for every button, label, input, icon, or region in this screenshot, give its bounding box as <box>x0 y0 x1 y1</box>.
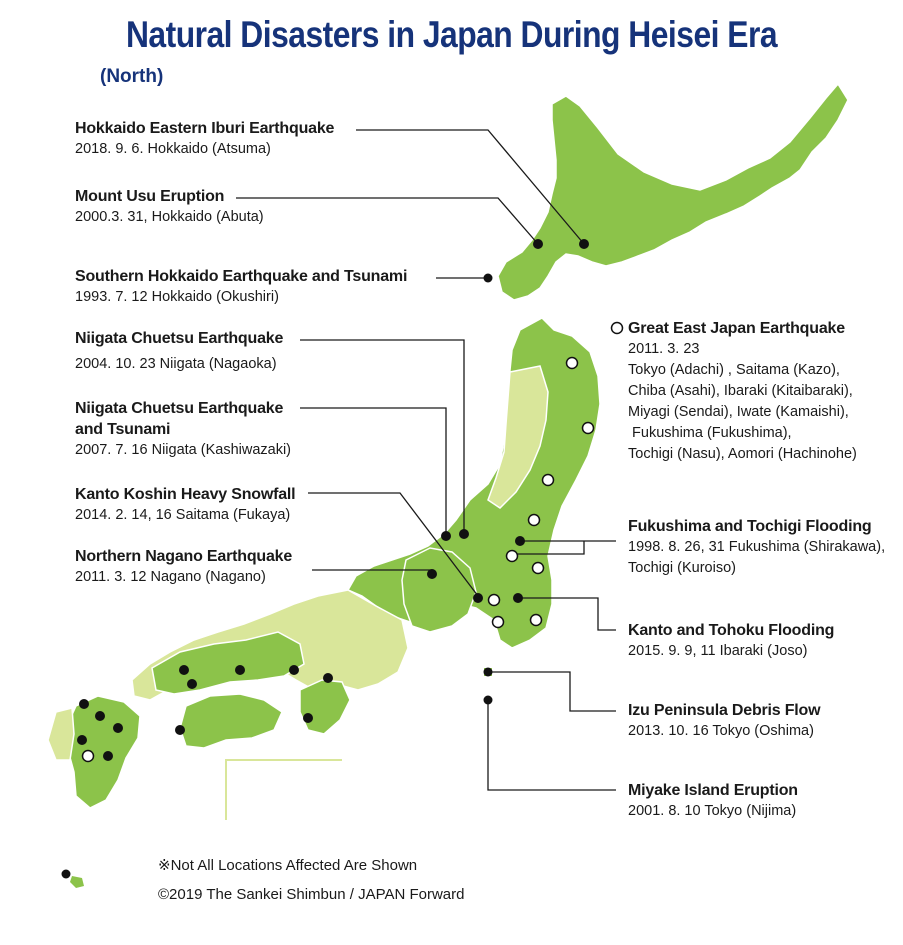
marker-kyushu-4 <box>77 735 87 745</box>
marker-sendai <box>543 475 554 486</box>
disaster-date: 2015. 9. 9, 11 Ibaraki (Joso) <box>628 643 808 659</box>
southern-island <box>70 876 84 888</box>
marker-nagaoka <box>459 529 469 539</box>
disaster-date: 2018. 9. 6. Hokkaido (Atsuma) <box>75 141 271 157</box>
marker-kii <box>303 713 313 723</box>
marker-iburi <box>579 239 589 249</box>
marker-okushiri <box>484 274 493 283</box>
kii-region <box>300 680 350 734</box>
page-title: Natural Disasters in Japan During Heisei Era <box>125 14 778 55</box>
marker-kazo <box>489 595 500 606</box>
label-iburi <box>75 118 334 160</box>
disaster-name: Fukushima and Tochigi Flooding <box>628 518 872 535</box>
marker-nijima <box>484 696 493 705</box>
disaster-date: 1993. 7. 12 Hokkaido (Okushiri) <box>75 289 279 305</box>
disaster-name: Great East Japan Earthquake <box>628 320 845 337</box>
label-chuetsu <box>75 328 283 375</box>
label-izu <box>628 700 820 742</box>
marker-asahi <box>531 615 542 626</box>
disaster-name: Kanto and Tohoku Flooding <box>628 622 835 639</box>
disaster-date: 2013. 10. 16 Tokyo (Oshima) <box>628 723 814 739</box>
location-line: Miyagi (Sendai), Iwate (Kamaishi), <box>628 404 849 420</box>
marker-nasu <box>507 551 518 562</box>
marker-kamaishi <box>583 423 594 434</box>
leader-line-usu <box>236 198 538 244</box>
hokkaido-region <box>498 84 848 300</box>
marker-shirakawa <box>515 536 525 546</box>
marker-kyushu-5 <box>103 751 113 761</box>
disaster-name: Southern Hokkaido Earthquake and Tsunami <box>75 268 408 285</box>
leader-line-izu <box>488 672 616 711</box>
location-line: Fukushima (Fukushima), <box>628 425 792 441</box>
marker-fukushima <box>529 515 540 526</box>
disaster-date: 2007. 7. 16 Niigata (Kashiwazaki) <box>75 442 292 458</box>
label-nagano <box>75 546 292 588</box>
disaster-date: 2011. 3. 12 Nagano (Nagano) <box>75 569 266 585</box>
disaster-name: Hokkaido Eastern Iburi Earthquake <box>75 120 335 137</box>
marker-joso <box>513 593 523 603</box>
marker-nagano <box>427 569 437 579</box>
disaster-name: Northern Nagano Earthquake <box>75 548 293 565</box>
marker-kyushu-1 <box>79 699 89 709</box>
location-line: Chiba (Asahi), Ibaraki (Kitaibaraki), <box>628 383 853 399</box>
label-fukushima-flood <box>628 516 885 579</box>
label-kanto-flood <box>628 620 834 662</box>
disaster-date: 1998. 8. 26, 31 Fukushima (Shirakawa), <box>628 539 886 555</box>
marker-kyushu-2 <box>95 711 105 721</box>
location-line: Tochigi (Nasu), Aomori (Hachinohe) <box>628 446 857 462</box>
label-snowfall <box>75 484 295 526</box>
legend-open-circle-icon <box>612 323 623 334</box>
marker-kitaibaraki <box>533 563 544 574</box>
disaster-date: 2004. 10. 23 Niigata (Nagaoka) <box>75 356 277 372</box>
disaster-name-line2: and Tsunami <box>75 421 171 438</box>
marker-kyushu-3 <box>113 723 123 733</box>
disaster-date: 2014. 2. 14, 16 Saitama (Fukaya) <box>75 507 291 523</box>
marker-fukaya <box>473 593 483 603</box>
kyushu-west-region <box>48 708 74 760</box>
disaster-name: Miyake Island Eruption <box>628 782 798 799</box>
location-line: Tokyo (Adachi) , Saitama (Kazo), <box>628 362 840 378</box>
leader-line-chuetsu <box>300 340 464 534</box>
marker-west-4 <box>289 665 299 675</box>
marker-west-1 <box>179 665 189 675</box>
label-okushiri <box>75 266 407 308</box>
marker-west-3 <box>235 665 245 675</box>
disaster-date-line2: Tochigi (Kuroiso) <box>628 560 736 576</box>
inset-box-outline <box>226 760 342 820</box>
disaster-name: Niigata Chuetsu Earthquake <box>75 330 284 347</box>
marker-adachi <box>493 617 504 628</box>
marker-usu <box>533 239 543 249</box>
marker-kashiwazaki <box>441 531 451 541</box>
label-miyake <box>628 780 798 822</box>
marker-west-2 <box>187 679 197 689</box>
disaster-date: 2011. 3. 23 <box>628 341 700 357</box>
leader-line-miyake <box>488 700 616 790</box>
page-subtitle: (North) <box>100 66 164 87</box>
marker-oshima <box>484 668 493 677</box>
copyright: ©2019 The Sankei Shimbun / JAPAN Forward <box>158 886 465 903</box>
label-great-east <box>628 318 857 465</box>
footnote: ※Not All Locations Affected Are Shown <box>158 857 418 874</box>
shikoku-region <box>180 694 282 748</box>
marker-island <box>62 870 71 879</box>
label-chuetsu-oki <box>75 398 291 461</box>
disaster-date: 2000.3. 31, Hokkaido (Abuta) <box>75 209 264 225</box>
marker-kuroiso <box>83 751 94 762</box>
disaster-name: Kanto Koshin Heavy Snowfall <box>75 486 296 503</box>
marker-hachinohe <box>567 358 578 369</box>
marker-west-5 <box>323 673 333 683</box>
marker-shikoku <box>175 725 185 735</box>
disaster-name: Niigata Chuetsu Earthquake <box>75 400 284 417</box>
leader-line-chuetsu-oki <box>300 408 446 536</box>
disaster-name: Izu Peninsula Debris Flow <box>628 702 821 719</box>
label-usu <box>75 186 264 228</box>
disaster-name: Mount Usu Eruption <box>75 188 225 205</box>
disaster-date: 2001. 8. 10 Tokyo (Nijima) <box>628 803 797 819</box>
